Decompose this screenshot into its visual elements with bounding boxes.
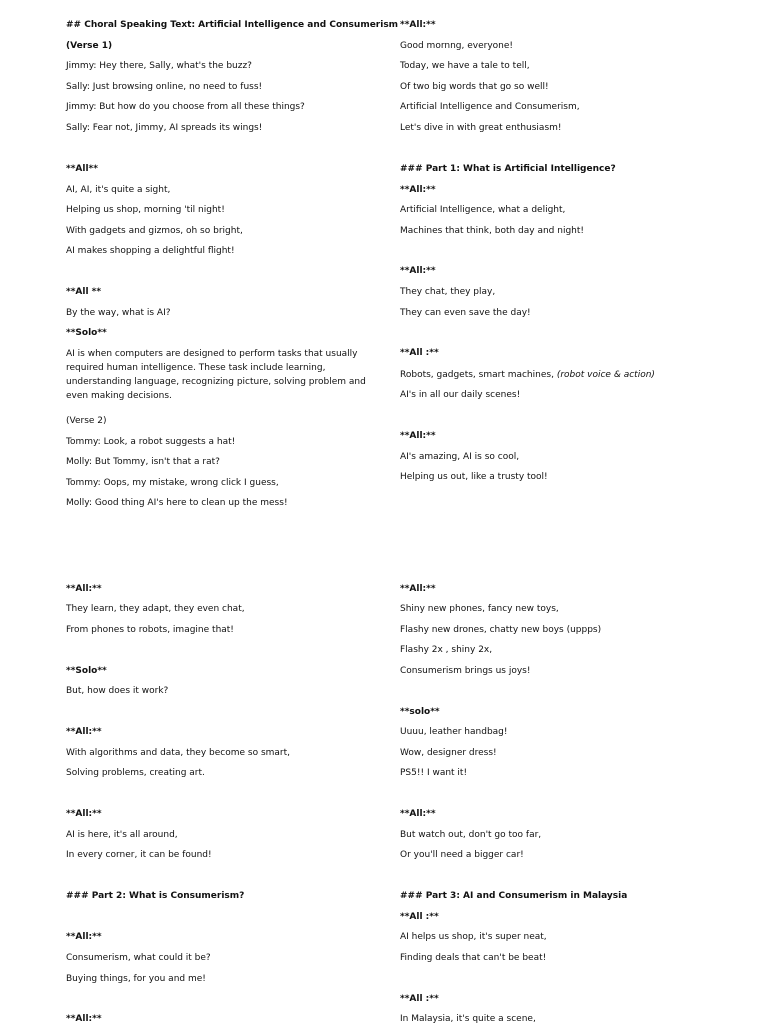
verse-line: AI's amazing, AI is so cool, [400, 452, 520, 462]
speaker-all-heading: **All** [66, 164, 98, 174]
verse-line: Flashy 2x , shiny 2x, [400, 645, 493, 655]
verse-line: AI's in all our daily scenes! [400, 390, 521, 400]
speaker-all-heading: **All:** [66, 809, 102, 819]
verse-line: Molly: But Tommy, isn't that a rat? [66, 457, 220, 467]
speaker-all-heading: **All:** [400, 584, 436, 594]
verse-line: Tommy: Look, a robot suggests a hat! [66, 437, 236, 447]
verse-line: Jimmy: Hey there, Sally, what's the buzz? [66, 61, 252, 71]
verse-line: Good mornng, everyone! [400, 41, 514, 51]
verse-line: Buying things, for you and me! [66, 974, 206, 984]
verse-line: Jimmy: But how do you choose from all these things? [66, 102, 305, 112]
verse-line: By the way, what is AI? [66, 308, 171, 318]
verse-line: AI makes shopping a delightful flight! [66, 246, 235, 256]
verse-line: Flashy new drones, chatty new boys (uppps) [400, 625, 602, 635]
verse-line: Or you'll need a bigger car! [400, 850, 524, 860]
speaker-solo-heading: **solo** [400, 707, 440, 717]
verse-line: Sally: Just browsing online, no need to fuss! [66, 82, 263, 92]
verse-line: In Malaysia, it's quite a scene, [400, 1014, 536, 1024]
verse-line: Sally: Fear not, Jimmy, AI spreads its wings! [66, 123, 263, 133]
verse-line: Consumerism brings us joys! [400, 666, 531, 676]
verse-line: PS5!! I want it! [400, 768, 468, 778]
verse-line: Wow, designer dress! [400, 748, 497, 758]
speaker-all-heading: **All:** [400, 20, 436, 30]
verse-line: With algorithms and data, they become so smart, [66, 748, 291, 758]
verse-line: Molly: Good thing AI's here to clean up the mess! [66, 498, 288, 508]
verse-line: Today, we have a tale to tell, [400, 61, 530, 71]
verse-line: Solving problems, creating art. [66, 768, 205, 778]
verse-line-text: Robots, gadgets, smart machines, [400, 370, 554, 380]
document-title: ## Choral Speaking Text: Artificial Intelligence and Consumerism [66, 20, 399, 30]
verse-line: But, how does it work? [66, 686, 169, 696]
speaker-all-heading: **All ** [66, 287, 102, 297]
speaker-all-heading: **All:** [400, 431, 436, 441]
speaker-all-heading: **All:** [66, 1014, 102, 1024]
verse-line: With gadgets and gizmos, oh so bright, [66, 226, 243, 236]
speaker-all-heading: **All:** [66, 584, 102, 594]
part-3-heading: ### Part 3: AI and Consumerism in Malaysia [400, 891, 628, 901]
speaker-all-heading: **All:** [400, 185, 436, 195]
verse-line: Helping us shop, morning 'til night! [66, 205, 225, 215]
ai-definition-paragraph: AI is when computers are designed to perform tasks that usually required human intelligence. These task include learning, understanding language, recognizing picture, solving problem and even making decisions. [66, 349, 366, 401]
speaker-all-heading: **All:** [66, 932, 102, 942]
verse-line [400, 370, 655, 381]
speaker-all-heading: **All:** [66, 727, 102, 737]
verse-line: AI is here, it's all around, [66, 830, 178, 840]
speaker-all-heading: **All :** [400, 912, 439, 922]
verse-line: Shiny new phones, fancy new toys, [400, 604, 559, 614]
speaker-all-heading: **All:** [400, 809, 436, 819]
verse-line: From phones to robots, imagine that! [66, 625, 234, 635]
stage-direction-note: (robot voice & action) [556, 370, 655, 380]
verse-line: But watch out, don't go too far, [400, 830, 542, 840]
speaker-solo-heading: **Solo** [66, 666, 107, 676]
verse-line: Artificial Intelligence, what a delight, [400, 205, 566, 215]
verse-line: They chat, they play, [400, 287, 496, 297]
verse-line: Uuuu, leather handbag! [400, 727, 508, 737]
verse-line: Artificial Intelligence and Consumerism, [400, 102, 580, 112]
verse-line: Consumerism, what could it be? [66, 953, 211, 963]
verse-line: In every corner, it can be found! [66, 850, 212, 860]
verse-line: Finding deals that can't be beat! [400, 953, 547, 963]
verse-line: Of two big words that go so well! [400, 82, 549, 92]
part-1-heading: ### Part 1: What is Artificial Intelligence? [400, 164, 616, 174]
speaker-all-heading: **All :** [400, 348, 439, 358]
verse-line: Let's dive in with great enthusiasm! [400, 123, 562, 133]
verse-1-heading: (Verse 1) [66, 41, 113, 51]
verse-2-heading: (Verse 2) [66, 416, 107, 426]
verse-line: They learn, they adapt, they even chat, [66, 604, 245, 614]
verse-line: They can even save the day! [400, 308, 531, 318]
verse-line: Helping us out, like a trusty tool! [400, 472, 548, 482]
speaker-solo-heading: **Solo** [66, 328, 107, 338]
speaker-all-heading: **All :** [400, 994, 439, 1004]
verse-line: AI, AI, it's quite a sight, [66, 185, 171, 195]
part-2-heading: ### Part 2: What is Consumerism? [66, 891, 245, 901]
verse-line: Machines that think, both day and night! [400, 226, 585, 236]
speaker-all-heading: **All:** [400, 266, 436, 276]
verse-line: Tommy: Oops, my mistake, wrong click I guess, [66, 478, 279, 488]
verse-line: AI helps us shop, it's super neat, [400, 932, 547, 942]
